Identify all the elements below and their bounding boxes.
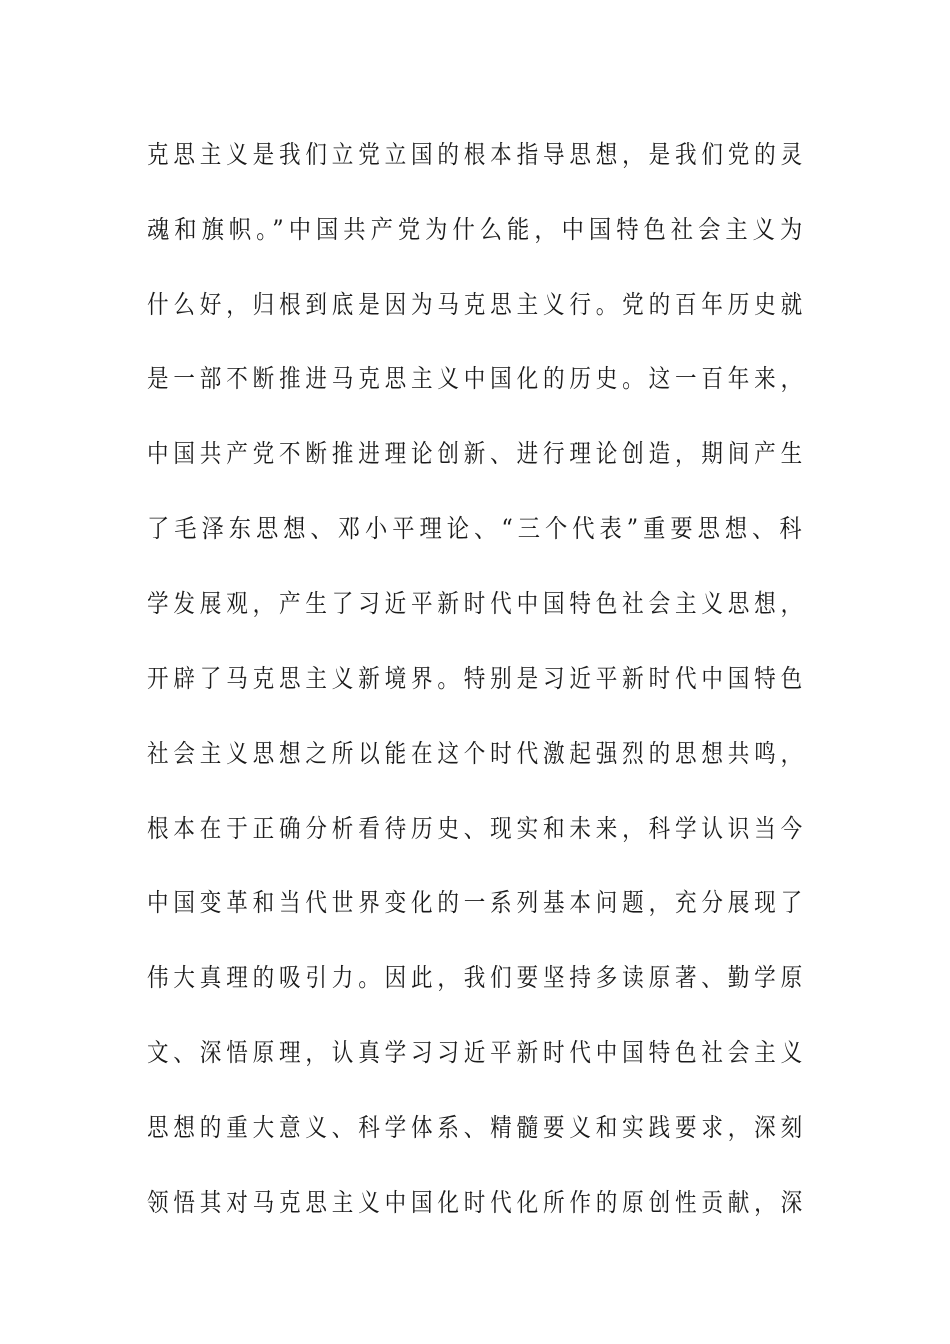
text-line: 开辟了马克思主义新境界。特别是习近平新时代中国特色 [147, 664, 807, 693]
text-line: 是一部不断推进马克思主义中国化的历史。这一百年来， [147, 364, 807, 393]
text-line: 根本在于正确分析看待历史、现实和未来，科学认识当今 [147, 814, 807, 843]
text-line: 文、深悟原理，认真学习习近平新时代中国特色社会主义 [147, 1038, 807, 1067]
text-line: 伟大真理的吸引力。因此，我们要坚持多读原著、勤学原 [147, 963, 807, 992]
text-line: 领悟其对马克思主义中国化时代化所作的原创性贡献，深 [147, 1188, 807, 1217]
text-line: 社会主义思想之所以能在这个时代激起强烈的思想共鸣， [147, 739, 807, 768]
text-line: 了毛泽东思想、邓小平理论、“三个代表”重要思想、科 [147, 514, 807, 543]
text-line: 思想的重大意义、科学体系、精髓要义和实践要求，深刻 [147, 1113, 807, 1142]
text-line: 什么好，归根到底是因为马克思主义行。党的百年历史就 [147, 290, 807, 319]
text-line: 克思主义是我们立党立国的根本指导思想，是我们党的灵 [147, 140, 807, 169]
text-line: 中国变革和当代世界变化的一系列基本问题，充分展现了 [147, 888, 807, 917]
text-line: 中国共产党不断推进理论创新、进行理论创造，期间产生 [147, 439, 807, 468]
text-line: 魂和旗帜。”中国共产党为什么能，中国特色社会主义为 [147, 215, 808, 244]
text-line: 学发展观，产生了习近平新时代中国特色社会主义思想， [147, 589, 807, 618]
